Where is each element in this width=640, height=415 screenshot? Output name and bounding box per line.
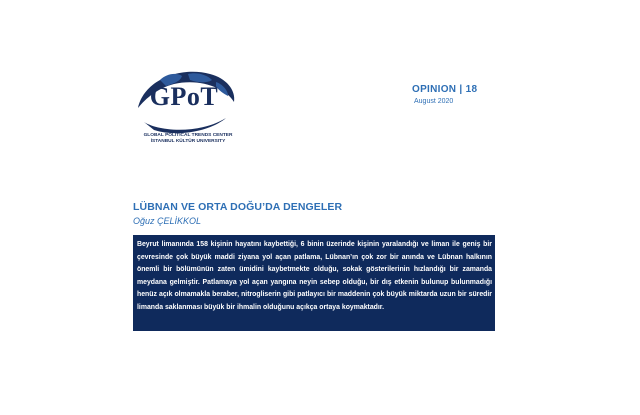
- article-title: LÜBNAN VE ORTA DOĞU’DA DENGELER: [133, 201, 343, 213]
- abstract-box: Beyrut limanında 158 kişinin hayatını kaybettiği, 6 binin üzerinde kişinin yaralandığı ve liman ile geniş bir çevresinde çok büyük maddi ziyana yol açan patlama, Lübnan’ın çok zor bir anında ve Lübnan halkının önemli bir bölümünün zaten ümidini kaybetmekte olduğu, sokak gösterilerinin hızlandığı bir zamanda meydana gelmiştir. Patlamaya yol açan yangına neyin sebep olduğu, bir dış etkenin bulunup bulunmadığı henüz açık olmamakla beraber, nitrogliserin gibi patlayıcı bir maddenin çok büyük miktarda uzun bir süredir limanda saklanması büyük bir ihmalin olduğunu açıkça ortaya koymaktadır.: [133, 235, 495, 331]
- org-name: [140, 133, 236, 145]
- org-name-line-2: İSTANBUL KÜLTÜR UNIVERSITY: [150, 139, 226, 144]
- logo-wordmark: GPoT: [149, 82, 219, 111]
- publication-date: August 2020: [414, 98, 454, 105]
- org-name-line-1: GLOBAL POLITICAL TRENDS CENTER: [143, 133, 233, 138]
- gpot-logo: [130, 60, 240, 160]
- series-label: OPINION | 18: [412, 84, 478, 95]
- article-author: Oğuz ÇELİKKOL: [133, 216, 202, 226]
